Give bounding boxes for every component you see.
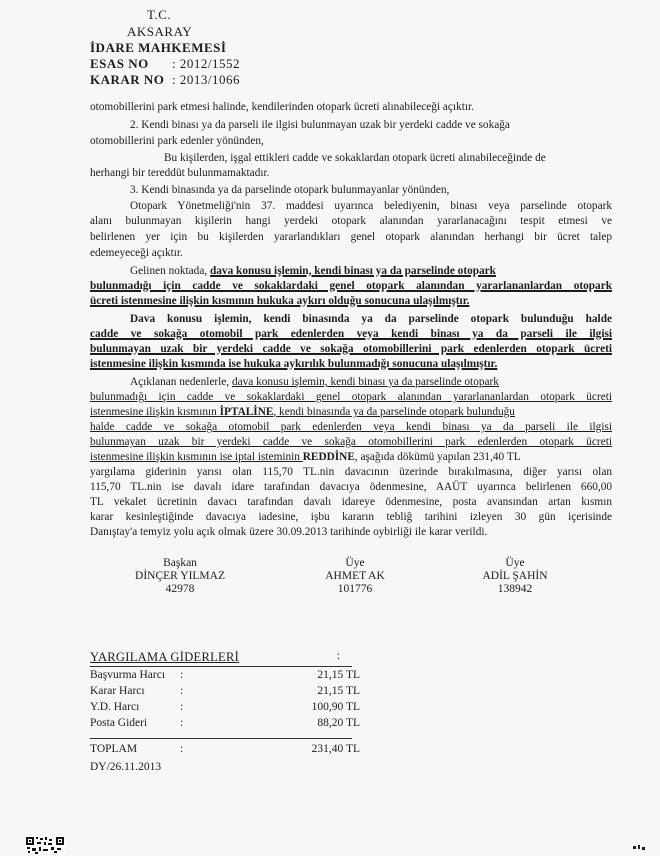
paragraph-line: Bu kişilerden, işgal ettikleri cadde ve sokaklardan otopark ücreti alınabileceğinde de <box>164 152 546 164</box>
cost-label: Başvurma Harcı <box>90 669 166 681</box>
costs-divider <box>90 666 352 667</box>
paragraph-line: bulunmayan uzak bir yerdeki cadde ve sokağa otomobillerini park edenlerden otopark ücreti <box>90 343 612 355</box>
signature-block-member-2 <box>440 557 590 596</box>
signature-name: ADİL ŞAHİN <box>482 570 548 582</box>
signature-role: Üye <box>505 557 525 569</box>
karar-label: KARAR NO <box>90 72 165 87</box>
paragraph-line: ücreti istenmesine ilişkin kısmının hukuka aykırı olduğu sonucuna ulaşılmıştır. <box>90 295 470 307</box>
header-city: AKSARAY <box>127 24 193 39</box>
cost-colon: : <box>180 717 184 729</box>
reddine-word: REDDİNE <box>302 451 355 463</box>
paragraph-line: cadde ve sokağa otomobil park edenlerden veya kendi binası ya da parseli ile ilgisi <box>90 328 612 340</box>
total-amount: 231,40 TL <box>311 743 360 755</box>
costs-title-colon: : <box>336 650 340 662</box>
costs-row <box>90 685 360 701</box>
signature-number: 138942 <box>497 583 533 595</box>
esas-label: ESAS NO <box>90 56 149 71</box>
paragraph-line: halde cadde ve sokağa otomobil park edenlerden veya kendi binası ya da parseli ile ilgisi <box>90 421 612 433</box>
cost-amount: 88,20 TL <box>317 717 360 729</box>
cost-amount: 100,90 TL <box>311 701 360 713</box>
paragraph-line: yargılama giderinin yarısı olan 115,70 TL.nin davacının üzerinde bırakılmasına, diğer yarısı olan <box>90 466 612 478</box>
esas-value: : 2012/1552 <box>172 56 240 71</box>
signature-block-president <box>105 557 255 596</box>
total-label: TOPLAM <box>90 743 138 755</box>
cost-amount: 21,15 TL <box>317 669 360 681</box>
costs-title: YARGILAMA GİDERLERİ <box>90 650 240 664</box>
costs-row <box>90 701 360 717</box>
paragraph-line: herhangi bir tereddüt bulunmamaktadır. <box>90 167 270 179</box>
paragraph-line <box>90 450 612 464</box>
inline-underlined-text: istenmesine ilişkin kısmının <box>90 406 220 418</box>
signature-name: AHMET AK <box>325 570 385 582</box>
signature-role: Başkan <box>163 557 197 569</box>
costs-footer-row <box>90 761 360 777</box>
corner-mark-icon <box>632 844 646 852</box>
cost-colon: : <box>180 701 184 713</box>
paragraph-line: bulunmayan uzak bir yerdeki cadde ve sokağa otomobillerini park edenlerden otopark ücreti <box>90 436 612 448</box>
paragraph-line: TL vekalet ücretinin davacı tarafından davalı idareye ödenmesine, posta avansından artan kısmın <box>90 496 612 508</box>
paragraph-line: bulunmadığı için cadde ve sokaklardaki genel otopark alanından yararlananlardan otopark <box>90 280 612 292</box>
paragraph-line: Danıştay'a temyiz yolu açık olmak üzere 30.09.2013 tarihinde oybirliği ile karar verildi. <box>90 526 488 538</box>
cost-label: Y.D. Harcı <box>90 701 140 713</box>
signature-role: Üye <box>345 557 365 569</box>
costs-row <box>90 669 360 685</box>
inline-bold-text: dava konusu işlemin, kendi binası ya da parselinde otopark <box>210 265 496 277</box>
costs-title-row <box>90 650 360 666</box>
costs-total-row <box>90 743 360 759</box>
signature-number: 42978 <box>165 583 195 595</box>
inline-underlined-text: dava konusu işlemin, kendi binası ya da parselinde otopark <box>231 376 499 388</box>
paragraph-line: Dava konusu işlemin, kendi binasında ya da parselinde otopark bulunduğu halde <box>130 313 612 325</box>
paragraph-line: 115,70 TL.nin ise davalı idare tarafından davacıya ödenmesine, AAÜT uyarınca belirlenen 660,00 <box>90 481 612 493</box>
paragraph-line: istenmesine ilişkin kısmında ise hukuka aykırılık bulunmadığı sonucuna ulaşılmıştır. <box>90 358 498 370</box>
cost-colon: : <box>180 685 184 697</box>
paragraph-line <box>130 264 612 278</box>
signature-number: 101776 <box>337 583 373 595</box>
karar-value: : 2013/1066 <box>172 72 240 87</box>
paragraph-line <box>130 375 612 389</box>
cost-label: Posta Gideri <box>90 717 148 729</box>
inline-underlined-text: istenmesine ilişkin kısmının ise iptal isteminin <box>90 451 303 463</box>
cost-colon: : <box>180 669 184 681</box>
footer-code: DY/26.11.2013 <box>90 761 162 773</box>
costs-row <box>90 717 360 733</box>
paragraph-line: 3. Kendi binasında ya da parselinde otopark bulunmayanlar yönünden, <box>130 184 450 196</box>
qr-code-icon <box>25 834 65 854</box>
signature-name: DİNÇER YILMAZ <box>135 570 225 582</box>
paragraph-line: belirlenen yer için bu kişilerden yararlandıkları genel otopark alanından herhangi bir ücret talep <box>90 231 612 243</box>
inline-text: Açıklanan nedenlerle, <box>130 376 232 388</box>
cost-label: Karar Harcı <box>90 685 145 697</box>
paragraph-line: edemeyeceği açıktır. <box>90 247 183 259</box>
header-tc: T.C. <box>147 7 172 22</box>
paragraph-line: 2. Kendi binası ya da parseli ile ilgisi bulunmayan uzak bir yerdeki cadde ve sokağa <box>130 119 510 131</box>
paragraph-line: otomobillerini park etmesi halinde, kendilerinden otopark ücreti alınabileceği açıktır. <box>90 101 474 113</box>
costs-total-divider <box>90 738 352 739</box>
inline-text: , aşağıda dökümü yapılan 231,40 TL <box>354 451 521 463</box>
header-court: İDARE MAHKEMESİ <box>90 40 227 55</box>
signature-block-member-1 <box>280 557 430 596</box>
inline-underlined-text: , kendi binasında ya da parselinde otopark bulunduğu <box>273 406 515 418</box>
paragraph-line: otomobillerini park edenler yönünden, <box>90 135 264 147</box>
total-colon: : <box>180 743 184 755</box>
paragraph-line: bulunmadığı için cadde ve sokaklardaki genel otopark alanından yararlananlardan otopark ücreti <box>90 391 612 403</box>
paragraph-line: karar kesinleştiğinde davacıya iadesine, işbu kararın tebliğ tarihini izleyen 30 gün içerisinde <box>90 511 612 523</box>
costs-table <box>90 650 360 780</box>
iptal-word: İPTALİNE <box>219 406 274 418</box>
paragraph-line: Otopark Yönetmeliği'nin 37. maddesi uyarınca belediyenin, binası veya parselinde otopark <box>130 200 612 212</box>
paragraph-line <box>90 405 612 419</box>
inline-text: Gelinen noktada, <box>130 265 210 277</box>
cost-amount: 21,15 TL <box>317 685 360 697</box>
paragraph-line: alanı bulunmayan kişilerin hangi yerdeki otopark alanından yararlanacağını tespit etmesi ve <box>90 215 612 227</box>
